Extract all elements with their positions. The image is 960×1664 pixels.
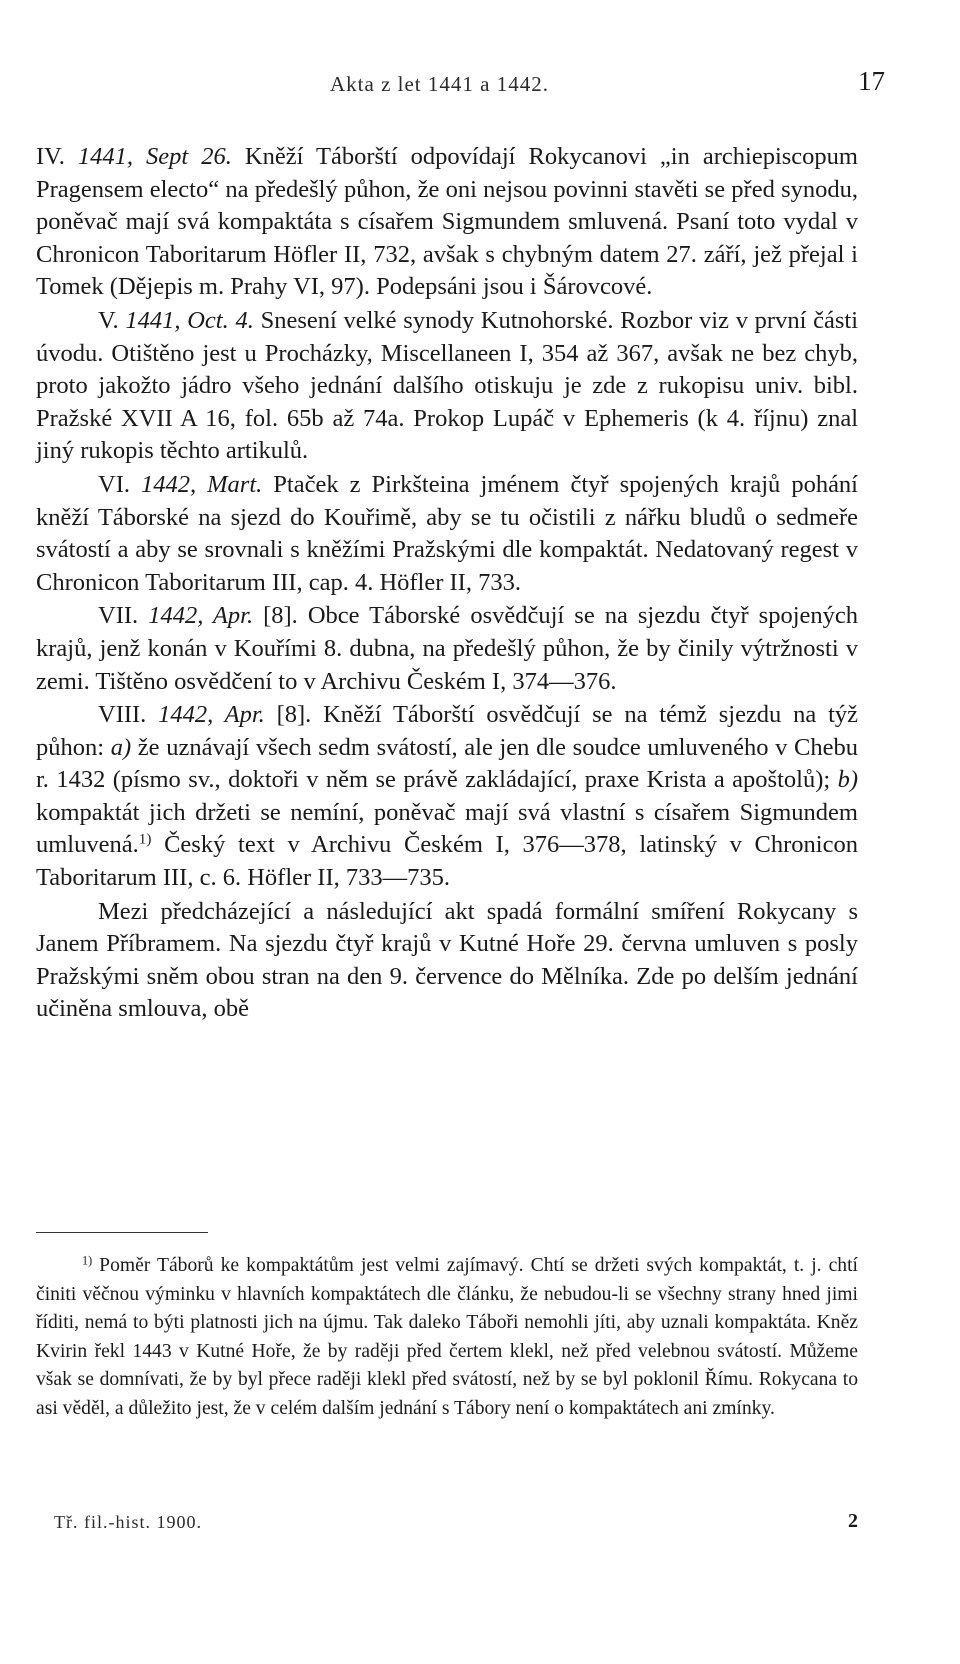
signature-mark: 2 <box>848 1510 858 1532</box>
entry-date: 1441, Oct. 4. <box>125 306 254 334</box>
entry-date: 1442, Apr. <box>158 701 265 729</box>
footnote-rule <box>36 1232 208 1233</box>
paragraph-iv <box>36 141 858 304</box>
running-head <box>0 66 960 102</box>
list-letter-b: b) <box>837 766 858 794</box>
footnote-text: Poměr Táborů ke kompaktátům jest velmi zajímavý. Chtí se držeti svých kompaktát, t. j. chtí činiti věčnou výminku v hlavních kompaktátech dle článku, že nebudou-li se všechny strany hned jimi říditi, nemá to býti platnosti jich na újmu. Tak daleko Táboři nemohli jíti, aby uznali kompaktáta. Kněz Kvirin řekl 1443 v Kutné Hoře, že by raději před čertem klekl, než před velebnou svátostí. Můžeme však se domnívati, že by byl přece raději klekl před svátostí, než by se byl poklonil Římu. Rokycana to asi věděl, a důležito jest, že v celém dalším jednání s Tábory není o kompaktátech ani zmínky. <box>36 1255 858 1419</box>
entry-bracket: [8]. <box>264 701 312 729</box>
signature-line: Tř. fil.-hist. 1900. <box>54 1512 202 1532</box>
paragraph-viii <box>36 699 858 895</box>
page-footer <box>0 1512 960 1542</box>
entry-text: kompaktát jich držeti se nemíní, poněvač mají svá vlastní s císařem Sigmundem umluvená. <box>36 798 858 859</box>
entry-text: Snesení velké synody Kutnohorské. Rozbor viz v první části úvodu. Otištěno jest u Procházky, Miscellaneen I, 354 až 367, avšak ne bez chyb, proto jakožto jádro všeho jednání dalšího otiskuju je zde z rukopisu univ. bibl. Pražské XVII A 16, fol. 65b až 74a. Prokop Lupáč v Ephemeris (k 4. říjnu) znal jiný rukopis těchto artikulů. <box>36 306 859 465</box>
paragraph-vi <box>36 469 858 599</box>
entry-number: VIII. <box>98 701 159 729</box>
entry-text: Kněží Táborští odpovídají Rokycanovi „in archiepiscopum Pragensem electo“ na předešlý půhon, že oni nejsou povinni stavěti se před synodu, poněvač mají svá kompaktáta s císařem Sigmundem smluvená. Psaní toto vydal v Chronicon Taboritarum Höfler II, 732, avšak s chybným datem 27. září, jež přejal i Tomek (Dějepis m. Prahy VI, 97). Podepsáni jsou i Šárovcové. <box>36 143 858 301</box>
footnotes <box>36 1252 858 1424</box>
paragraph-narrative <box>36 896 858 1026</box>
entry-text: Obce Táborské osvědčují se na sjezdu čtyř spojených krajů, jenž konán v Kouřími 8. dubna, na předešlý půhon, že by činily výtržnosti v zemi. Tištěno osvědčení to v Archivu Českém I, 374—376. <box>36 602 858 695</box>
entry-number: IV. <box>36 143 78 170</box>
entry-text: Český text v Archivu Českém I, 376—378, latinský v Chronicon Taboritarum III, c. 6. Höfler II, 733—735. <box>36 831 858 892</box>
narrative-text: Mezi předcházející a následující akt spadá formální smíření Rokycany s Janem Příbramem. Na sjezdu čtyř krajů v Kutné Hoře 29. června umluven s posly Pražskými sněm obou stran na den 9. července do Mělníka. Zde po delším jednání učiněna smlouva, obě <box>36 897 858 1023</box>
entry-date: 1442, Apr. <box>148 602 254 630</box>
entry-date: 1442, Mart. <box>141 470 263 498</box>
footnote-1 <box>36 1252 858 1424</box>
entry-date: 1441, Sept 26. <box>77 143 232 170</box>
running-title: Akta z let 1441 a 1442. <box>330 72 549 96</box>
body-text <box>36 141 858 1026</box>
footnote-mark: 1) <box>82 1253 93 1268</box>
list-letter-a: a) <box>110 733 132 761</box>
entry-text: Kněží Táborští osvědčují se na témž sjezdu na týž půhon: <box>36 701 858 761</box>
entry-bracket: [8]. <box>253 602 298 630</box>
paragraph-vii <box>36 600 858 698</box>
entry-text: že uznávají všech sedm svátostí, ale jen dle soudce umluveného v Chebu r. 1432 (písmo sv., doktoři v něm se právě zakládající, praxe Krista a apoštolů); <box>36 733 858 794</box>
page-number: 17 <box>858 66 885 96</box>
entry-number: VII. <box>98 602 149 630</box>
paragraph-v <box>36 305 858 468</box>
entry-number: V. <box>98 306 126 334</box>
footnote-reference[interactable]: 1) <box>138 831 152 849</box>
entry-number: VI. <box>98 470 141 498</box>
entry-text: Ptaček z Pirkšteina jménem čtyř spojených krajů pohání kněží Táborské na sjezd do Kouřimě, aby se tu očistili z nářku bludů o sedmeře svátostí a aby se srovnali s kněžími Pražskými dle kompaktát. Nedatovaný regest v Chronicon Taboritarum III, cap. 4. Höfler II, 733. <box>36 470 858 596</box>
